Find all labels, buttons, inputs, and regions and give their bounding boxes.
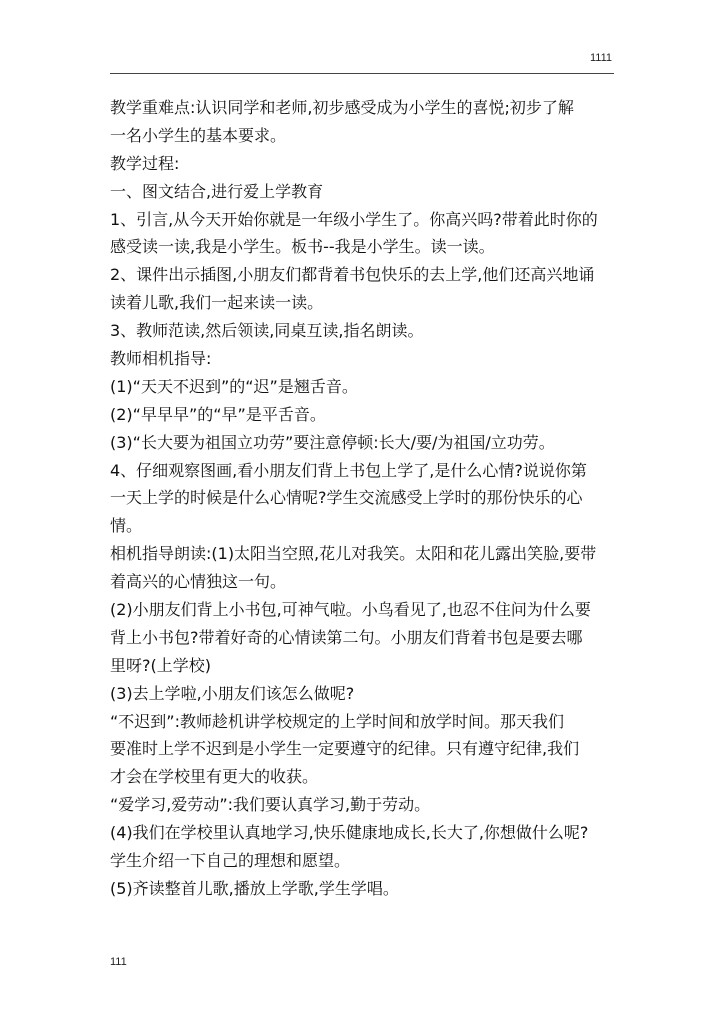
text-line: (1)“天天不迟到”的“迟”是翘舌音。 (110, 376, 358, 396)
text-line: 里呀?(上学校) (110, 655, 211, 675)
text-line: 教学重难点:认识同学和老师,初步感受成为小学生的喜悦;初步了解 (110, 98, 574, 117)
text-line: (4)我们在学校里认真地学习,快乐健康地成长,长大了,你想做什么呢? (110, 823, 589, 843)
header-divider (110, 73, 614, 74)
text-line: 教学过程: (110, 153, 180, 173)
text-line: 读着儿歌,我们一起来读一读。 (110, 293, 324, 313)
text-line: (3)去上学啦,小朋友们该怎么做呢? (110, 683, 355, 703)
text-line: 要准时上学不迟到是小学生一定要遵守的纪律。只有遵守纪律,我们 (110, 739, 580, 759)
body-text (110, 94, 620, 903)
text-line: 相机指导朗读:(1)太阳当空照,花儿对我笑。太阳和花儿露出笑脸,要带 (110, 544, 597, 564)
text-line: “不迟到”:教师趁机讲学校规定的上学时间和放学时间。那天我们 (110, 711, 564, 731)
text-line: (2)小朋友们背上小书包,可神气啦。小鸟看见了,也忍不住问为什么要 (110, 600, 591, 620)
text-line: 学生介绍一下自己的理想和愿望。 (110, 851, 351, 871)
text-line: 情。 (110, 516, 143, 536)
text-line: (5)齐读整首儿歌,播放上学歌,学生学唱。 (110, 878, 399, 898)
text-line: (3)“长大要为祖国立功劳”要注意停顿:长大/要/为祖国/立功劳。 (110, 432, 555, 452)
text-line: (2)“早早早”的“早”是平舌音。 (110, 404, 326, 424)
text-line: 背上小书包?带着好奇的心情读第二句。小朋友们背着书包是要去哪 (110, 627, 583, 647)
text-line: 2、课件出示插图,小朋友们都背着书包快乐的去上学,他们还高兴地诵 (110, 265, 595, 285)
text-line: 着高兴的心情独这一句。 (110, 572, 287, 592)
text-line: 感受读一读,我是小学生。板书--我是小学生。读一读。 (110, 237, 495, 257)
header-page-number: 1111 (589, 52, 612, 64)
text-line: 1、引言,从今天开始你就是一年级小学生了。你高兴吗?带着此时你的 (110, 209, 598, 229)
text-line: “爱学习,爱劳动”:我们要认真学习,勤于劳动。 (110, 795, 431, 815)
text-line: 才会在学校里有更大的收获。 (110, 767, 319, 787)
footer-page-number: 111 (110, 956, 127, 968)
text-line: 4、仔细观察图画,看小朋友们背上书包上学了,是什么心情?说说你第 (110, 460, 587, 480)
text-line: 一、图文结合,进行爱上学教育 (110, 181, 324, 201)
text-line: 3、教师范读,然后领读,同桌互读,指名朗读。 (110, 321, 424, 341)
text-line: 一天上学的时候是什么心情呢?学生交流感受上学时的那份快乐的心 (110, 488, 583, 508)
text-line: 一名小学生的基本要求。 (110, 125, 287, 145)
text-line: 教师相机指导: (110, 349, 212, 369)
